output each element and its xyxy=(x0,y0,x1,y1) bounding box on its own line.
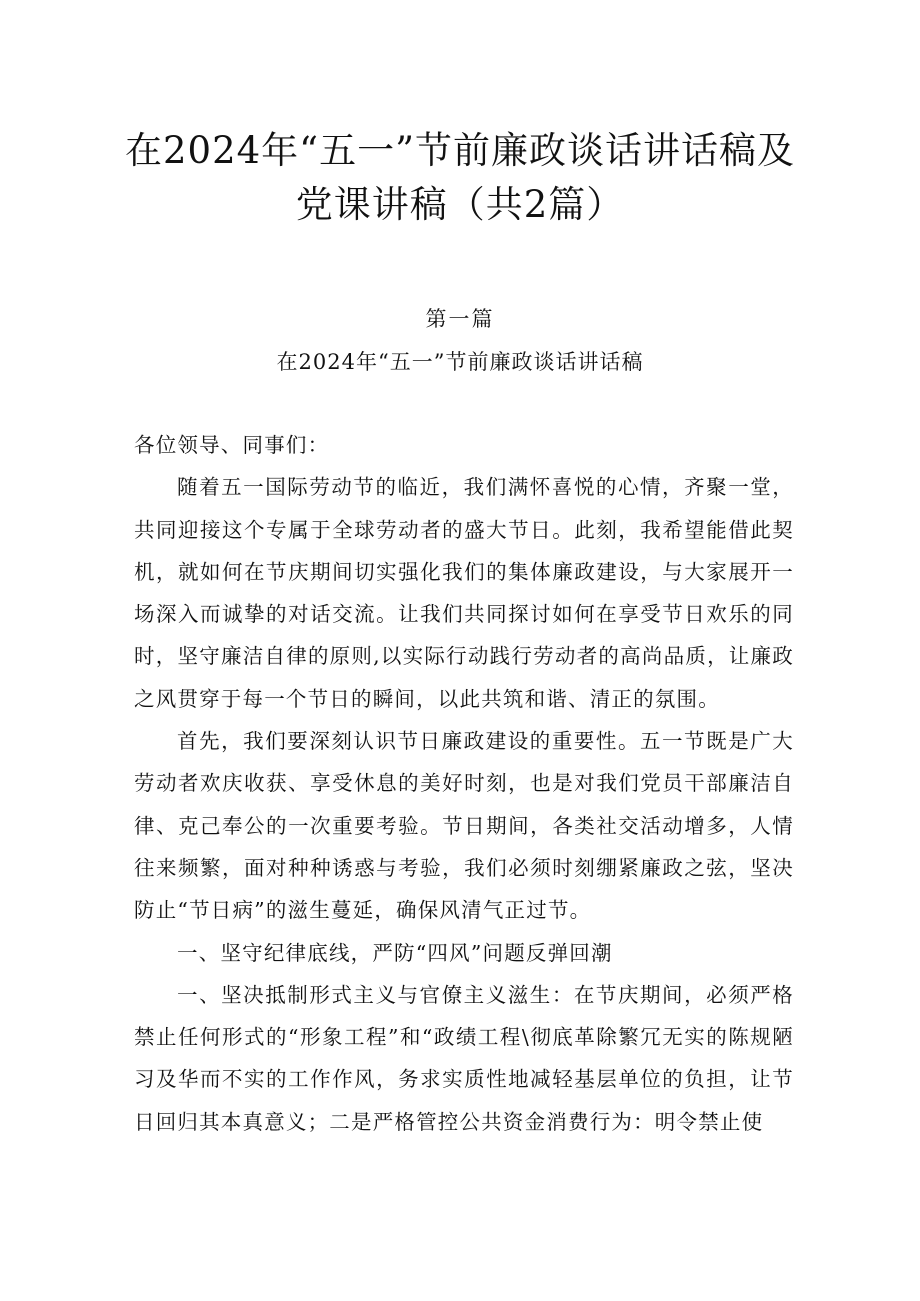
paragraph-intro: 随着五一国际劳动节的临近，我们满怀喜悦的心情，齐聚一堂，共同迎接这个专属于全球劳动者的盛大节日。此刻，我希望能借此契机，就如何在节庆期间切实强化我们的集体廉政建设，与大家展开一场深入而诚挚的对话交流。让我们共同探讨如何在享受节日欢乐的同时，坚守廉洁自律的原则,以实际行动践行劳动者的高尚品质，让廉政之风贯穿于每一个节日的瞬间，以此共筑和谐、清正的氛围。 xyxy=(134,475,794,711)
speech-title: 在2024年“五一”节前廉政谈话讲话稿 xyxy=(276,350,644,374)
paragraph-discipline: 一、坚决抵制形式主义与官僚主义滋生：在节庆期间，必须严格禁止任何形式的“形象工程”和“政绩工程\彻底革除繁冗无实的陈规陋习及华而不实的工作作风，务求实质性地减轻基层单位的负担，让节日回归其本真意义；二是严格管控公共资金消费行为：明令禁止使 xyxy=(134,982,794,1134)
part-label: 第一篇 xyxy=(425,307,495,331)
section-heading: 一、坚守纪律底线，严防“四风”问题反弹回潮 xyxy=(177,940,613,965)
paragraph-importance: 首先，我们要深刻认识节日廉政建设的重要性。五一节既是广大劳动者欢庆收获、享受休息的美好时刻，也是对我们党员干部廉洁自律、克己奉公的一次重要考验。节日期间，各类社交活动增多，人情往来频繁，面对种种诱惑与考验，我们必须时刻绷紧廉政之弦，坚决防止“节日病”的滋生蔓延，确保风清气正过节。 xyxy=(134,729,794,923)
document-title: 在2024年“五一”节前廉政谈话讲话稿及党课讲稿（共2篇） xyxy=(125,129,795,226)
salutation: 各位领导、同事们： xyxy=(134,433,330,457)
document-body xyxy=(134,424,794,1143)
